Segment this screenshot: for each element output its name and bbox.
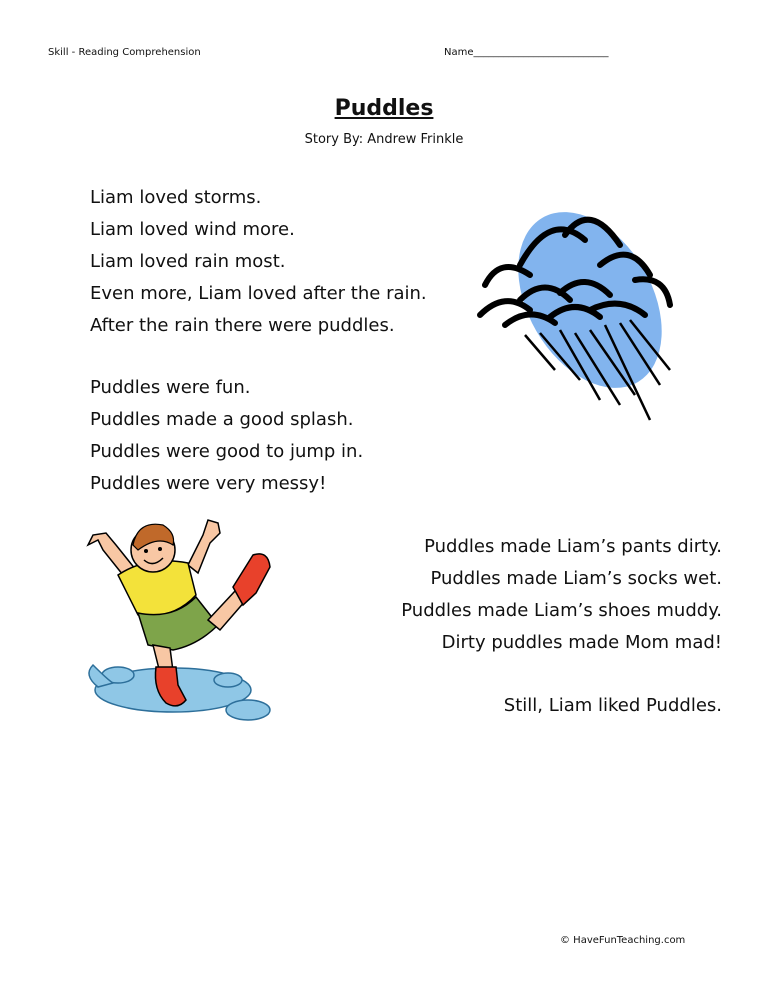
- story-line: After the rain there were puddles.: [90, 315, 395, 336]
- skill-label: Skill - Reading Comprehension: [48, 47, 201, 58]
- story-byline: Story By: Andrew Frinkle: [304, 132, 464, 147]
- story-line: Liam loved storms.: [90, 187, 262, 208]
- rain-cloud-illustration: [470, 205, 680, 425]
- story-line: Puddles made Liam’s socks wet.: [430, 568, 722, 589]
- copyright-footer: © HaveFunTeaching.com: [560, 935, 686, 946]
- page-title: Puddles: [334, 96, 434, 121]
- story-line: Puddles made Liam’s shoes muddy.: [401, 600, 722, 621]
- story-line: Liam loved wind more.: [90, 219, 295, 240]
- story-line: Puddles made Liam’s pants dirty.: [424, 536, 722, 557]
- stanza-2: [90, 372, 363, 500]
- story-line: Puddles were good to jump in.: [90, 441, 364, 462]
- stanza-4: [504, 690, 722, 722]
- name-field[interactable]: Name___________________________: [444, 47, 609, 58]
- story-line: Even more, Liam loved after the rain.: [90, 283, 427, 304]
- stanza-3: [401, 531, 722, 659]
- story-line: Puddles were fun.: [90, 377, 251, 398]
- story-line: Liam loved rain most.: [90, 251, 286, 272]
- story-line: Still, Liam liked Puddles.: [503, 695, 722, 716]
- stanza-1: [90, 182, 427, 342]
- boy-splashing-illustration: [78, 505, 278, 745]
- story-line: Dirty puddles made Mom mad!: [441, 632, 722, 653]
- story-line: Puddles were very messy!: [90, 473, 327, 494]
- story-line: Puddles made a good splash.: [90, 409, 354, 430]
